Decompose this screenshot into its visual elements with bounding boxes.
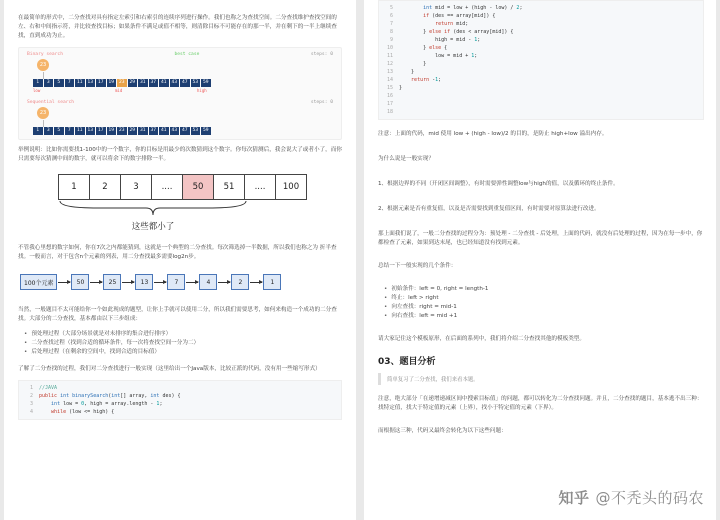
- why-general-question: 为什么说是一般实现？: [378, 156, 434, 162]
- flow-node: 2: [231, 274, 249, 290]
- array-cell: 53: [192, 80, 199, 85]
- flow-node: 4: [199, 274, 217, 290]
- flow-arrow: [218, 282, 230, 283]
- list-item: • 二分查找过程（找到合适的循环条件，每一次将查找空间一分为二）: [24, 339, 342, 348]
- guess-cell: 100: [275, 174, 307, 200]
- sequential-search-label: Sequential search: [27, 100, 75, 105]
- array-cell: 53: [192, 128, 199, 133]
- list-item: • 预处理过程（大部分场景就是对未排序的集合进行排序）: [24, 330, 342, 339]
- flow-node: 7: [167, 274, 185, 290]
- list-item: • 终止：left > right: [384, 294, 704, 303]
- array-cell: 7: [65, 79, 75, 87]
- flow-node: 25: [103, 274, 121, 290]
- array-cell: 17: [97, 128, 104, 133]
- array-cell: 41: [160, 80, 167, 85]
- guess-cell: 1: [58, 174, 90, 200]
- array-cell: 29: [129, 80, 136, 85]
- left-page: [4, 0, 356, 520]
- curly-brace: [58, 200, 248, 216]
- line-numbers: 5 6 7 8 9 10 11 12 13 14 15 16 17 18: [386, 5, 393, 115]
- halving-flow-diagram: [20, 274, 342, 290]
- answer-boundary: 1、根据边界的不同（开闭区间调整），有时需要弹性调整low与high的值，以及循环的终止条件。: [378, 181, 619, 187]
- conditions-list: [384, 285, 704, 321]
- array-cell: 29: [129, 128, 136, 133]
- pointer-line: [43, 72, 333, 79]
- binary-search-animation: [18, 47, 342, 140]
- low-label: low: [33, 88, 41, 93]
- pointer-line-2: [43, 120, 333, 127]
- array-cell: 5: [54, 127, 64, 135]
- sequential-array: [33, 127, 333, 135]
- guess-cell: 50: [182, 174, 214, 200]
- right-page: [364, 0, 716, 520]
- half-search-paragraph: 不管我心里想的数字如何，你在7次之内都能猜到，这就是一个典型的二分查找。每次筛选掉一半数据，所以我们也称之为 折半查找。一般而言，对于包含n个元素的列表，用二分查找最多需要log2n步。: [18, 245, 337, 260]
- list-item: • 后处理过程（在剩余的空间中，找到合适的目标值）: [24, 348, 342, 357]
- guess-cell: 3: [120, 174, 152, 200]
- answer-duplicates: 2、根据元素是否有重复值，以及是否需要找到重复值区间，有时需要对原算法进行改进。: [378, 206, 600, 212]
- array-cell: 43: [171, 128, 178, 133]
- code-block-java-start: [18, 380, 342, 420]
- flow-arrow: [186, 282, 198, 283]
- array-cell: 31: [139, 128, 146, 133]
- pointer-labels: [33, 87, 333, 94]
- code-source: int mid = low + (high - low) / 2; if (des == array[mid]) { return mid; } else if (des < array[mid]) { high = mid - 1; } else { low = mid + 1; } } return -1; }: [399, 5, 523, 91]
- flow-node: 50: [71, 274, 89, 290]
- array-cell: 59: [202, 80, 209, 85]
- flow-arrow: [90, 282, 102, 283]
- line-numbers: 1 2 3 4: [29, 385, 33, 415]
- binary-array: [33, 79, 333, 87]
- array-cell: 23: [118, 80, 125, 85]
- array-cell: 3: [44, 79, 54, 87]
- array-cell: 43: [171, 80, 178, 85]
- array-cell: 11: [76, 80, 83, 85]
- flow-arrow: [58, 282, 70, 283]
- array-cell: 13: [87, 80, 94, 85]
- flow-arrow: [250, 282, 262, 283]
- array-cell: 13: [87, 128, 94, 133]
- array-cell: 7: [65, 127, 75, 135]
- section-heading: 03、题目分析: [378, 357, 436, 367]
- high-label: high: [197, 88, 207, 93]
- flow-node: 13: [135, 274, 153, 290]
- author-handle: @不秃头的码农: [595, 489, 704, 507]
- problem-paragraph: 注意，绝大部分「在递增递减区间中搜索目标值」的问题，都可以转化为二分查找问题。并且，二分查找的题目，基本逃不出三种：找特定值，找大于特定值的元素（上界），找小于特定值的元素（下界）。: [378, 396, 703, 411]
- array-cell: 19: [108, 80, 115, 85]
- array-cell: 1: [33, 127, 43, 135]
- array-cell: 17: [97, 80, 104, 85]
- flow-arrow: [154, 282, 166, 283]
- guess-cell: ....: [151, 174, 183, 200]
- array-cell: 11: [76, 128, 83, 133]
- code-intro-paragraph: 了解了二分查找的过程，我们对二分查找进行一般实现（这里给出一个Java版本，比较正派的代码，没有用一些缩写形式）: [18, 366, 321, 372]
- guess-array: [58, 174, 342, 200]
- intro-paragraph: 在最简单的形式中，二分查找对具有指定左索引和右索引的连续序列进行操作。我们也称之为查找空间。二分查找维护查找空间的左、右和中间指示符，并比较查找目标；如果条件不满足或值不相等，则清除目标不可能存在的那一半，并在剩下的一半上继续查找，直到成功为止。: [18, 15, 337, 39]
- mid-label: mid: [115, 88, 123, 93]
- post-process-paragraph: 那上面我们说了，一般二分查找的过程分为：预处理 - 二分查找 - 后处理，上面的代码，就没有后处理的过程，因为在每一步中，你都检查了元素，如果到达末尾，也已经知道没有找到元素。: [378, 231, 703, 246]
- target-marker-2: 23: [37, 107, 49, 119]
- three-steps-list: [24, 330, 342, 357]
- array-cell: 23: [118, 128, 125, 133]
- array-cell: 47: [181, 80, 188, 85]
- code-source: //JAVA public int binarySearch(int[] array, int des) { int low = 0, high = array.length - 1; while (low <= high) {: [39, 385, 181, 415]
- guess-cell: 51: [213, 174, 245, 200]
- flow-node: 1: [263, 274, 281, 290]
- target-marker: 23: [37, 59, 49, 71]
- template-paragraph: 请大家记住这个模板原形，在后面的系列中，我们将介绍二分查找其他的模板类型。: [378, 336, 585, 342]
- guess-cell: 2: [89, 174, 121, 200]
- array-cell: 5: [54, 79, 64, 87]
- three-types-paragraph: 而根据这三种，代码又最终会转化为以下这些问题：: [378, 428, 507, 434]
- best-case-label: best case: [174, 52, 200, 57]
- array-cell: 47: [181, 128, 188, 133]
- code-block-java-end: [378, 0, 704, 120]
- review-quote: 简单复习了二分查找，我们来看本题。: [378, 373, 704, 385]
- array-cell: 31: [139, 80, 146, 85]
- guess-paragraph: 举例说明：比如你需要找1-100中的一个数字，你的目标是用最少的次数猜到这个数字。你每次猜测后，我会说大了或者小了，而你只需要每次猜测中间的数字，就可以将余下的数字排除一半。: [18, 147, 342, 162]
- list-item: • 向右查找：left = mid +1: [384, 312, 704, 321]
- brace-caption: 这些都小了: [131, 222, 175, 232]
- summary-paragraph: 总结一下一般实现的几个条件：: [378, 263, 457, 269]
- zhihu-logo: 知乎: [558, 489, 590, 507]
- binary-search-label: Binary search: [27, 52, 63, 57]
- guess-cell: ....: [244, 174, 276, 200]
- flow-node: 100个元素: [20, 274, 57, 290]
- steps-counter-2: steps: 0: [310, 100, 333, 105]
- zhihu-watermark: [558, 487, 704, 508]
- construct-paragraph: 当然，一般题目不太可能给你一个如此现成的题型，让你上手就可以使用二分，所以我们需要思考，如何来构造一个成功的二分查找。大部分的二分查找，基本都由以下三步组成：: [18, 307, 337, 322]
- steps-counter: steps: 0: [310, 52, 333, 57]
- array-cell: 19: [108, 128, 115, 133]
- array-cell: 41: [160, 128, 167, 133]
- overflow-note: 注意：上面的代码，mid 使用 low + (high - low)/2 的目的，是防止 high+low 溢出内存。: [378, 131, 608, 137]
- array-cell: 37: [150, 128, 157, 133]
- array-cell: 1: [33, 79, 43, 87]
- list-item: • 向左查找：right = mid-1: [384, 303, 704, 312]
- list-item: • 初始条件：left = 0, right = length-1: [384, 285, 704, 294]
- flow-arrow: [122, 282, 134, 283]
- array-cell: 3: [44, 127, 54, 135]
- array-cell: 37: [150, 80, 157, 85]
- array-cell: 59: [202, 128, 209, 133]
